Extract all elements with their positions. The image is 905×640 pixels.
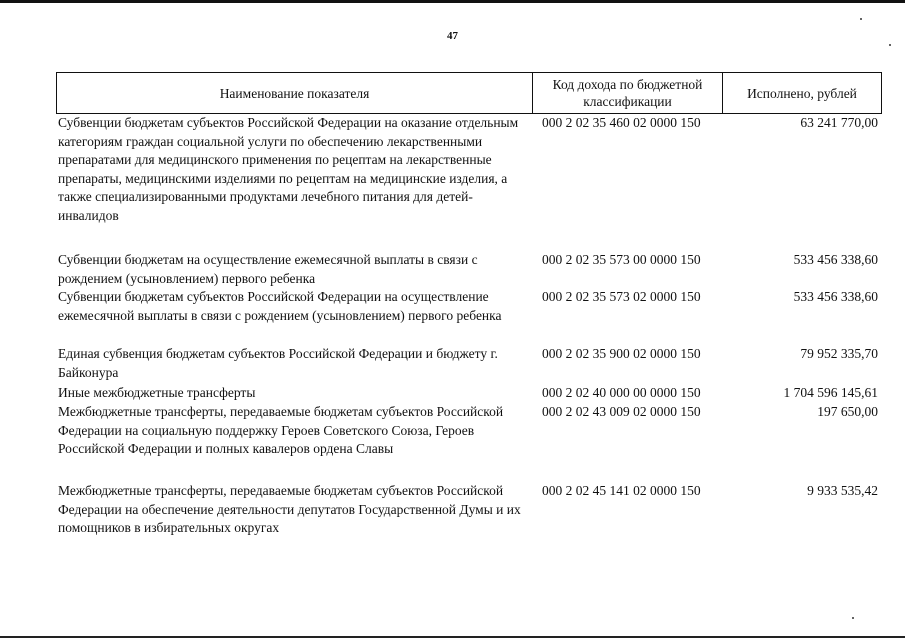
header-amount (723, 73, 881, 113)
income-table (56, 72, 882, 535)
row-name: Межбюджетные трансферты, передаваемые бюджетам субъектов Российской Федерации на обеспечение деятельности депутатов Государственной Думы и их помощников в избирательных округах (58, 483, 521, 535)
row-code: 000 2 02 35 460 02 0000 150 (542, 115, 701, 130)
row-code: 000 2 02 35 573 02 0000 150 (542, 289, 701, 304)
row-name: Субвенции бюджетам субъектов Российской Федерации на осуществление ежемесячной выплаты в связи с рождением (усыновлением) первого ребенка (58, 289, 502, 323)
header-amount-label: Исполнено, рублей (747, 85, 857, 101)
scan-bottom-border (0, 636, 905, 638)
header-code-label-line2: классификации (583, 94, 672, 109)
header-name (57, 73, 533, 113)
scan-speck (889, 44, 891, 46)
row-name: Единая субвенция бюджетам субъектов Российской Федерации и бюджету г. Байконура (58, 346, 498, 380)
scan-top-border (0, 0, 905, 3)
row-amount: 79 952 335,70 (800, 346, 878, 361)
row-amount: 1 704 596 145,61 (783, 385, 878, 400)
row-name: Субвенции бюджетам на осуществление ежемесячной выплаты в связи с рождением (усыновлением) первого ребенка (58, 252, 478, 286)
row-amount: 63 241 770,00 (800, 115, 878, 130)
scan-speck (860, 18, 862, 20)
row-amount: 9 933 535,42 (807, 483, 878, 498)
row-code: 000 2 02 35 573 00 0000 150 (542, 252, 701, 267)
row-amount: 533 456 338,60 (793, 289, 878, 304)
scan-speck (852, 617, 854, 619)
row-code: 000 2 02 43 009 02 0000 150 (542, 404, 701, 419)
row-name: Межбюджетные трансферты, передаваемые бюджетам субъектов Российской Федерации на социальную поддержку Героев Советского Союза, Героев Российской Федерации и полных кавалеров ордена Славы (58, 404, 504, 456)
row-name: Иные межбюджетные трансферты (58, 385, 256, 400)
table-header (56, 72, 882, 114)
row-amount: 533 456 338,60 (793, 252, 878, 267)
page-number: 47 (447, 30, 458, 42)
row-code: 000 2 02 45 141 02 0000 150 (542, 483, 701, 498)
header-code-label-line1: Код дохода по бюджетной (552, 77, 703, 92)
row-code: 000 2 02 35 900 02 0000 150 (542, 346, 701, 361)
row-amount: 197 650,00 (817, 404, 878, 419)
header-name-label: Наименование показателя (219, 85, 370, 101)
header-code (533, 73, 723, 113)
row-code: 000 2 02 40 000 00 0000 150 (542, 385, 701, 400)
row-name: Субвенции бюджетам субъектов Российской Федерации на оказание отдельным категориям граждан социальной услуги по обеспечению лекарственными препаратами для медицинского применения по рецептам на лекарственные препараты, медицинскими изделиями по рецептам на медицинские изделия, а также специализированными продуктами лечебного питания для детей-инвалидов (58, 115, 519, 223)
